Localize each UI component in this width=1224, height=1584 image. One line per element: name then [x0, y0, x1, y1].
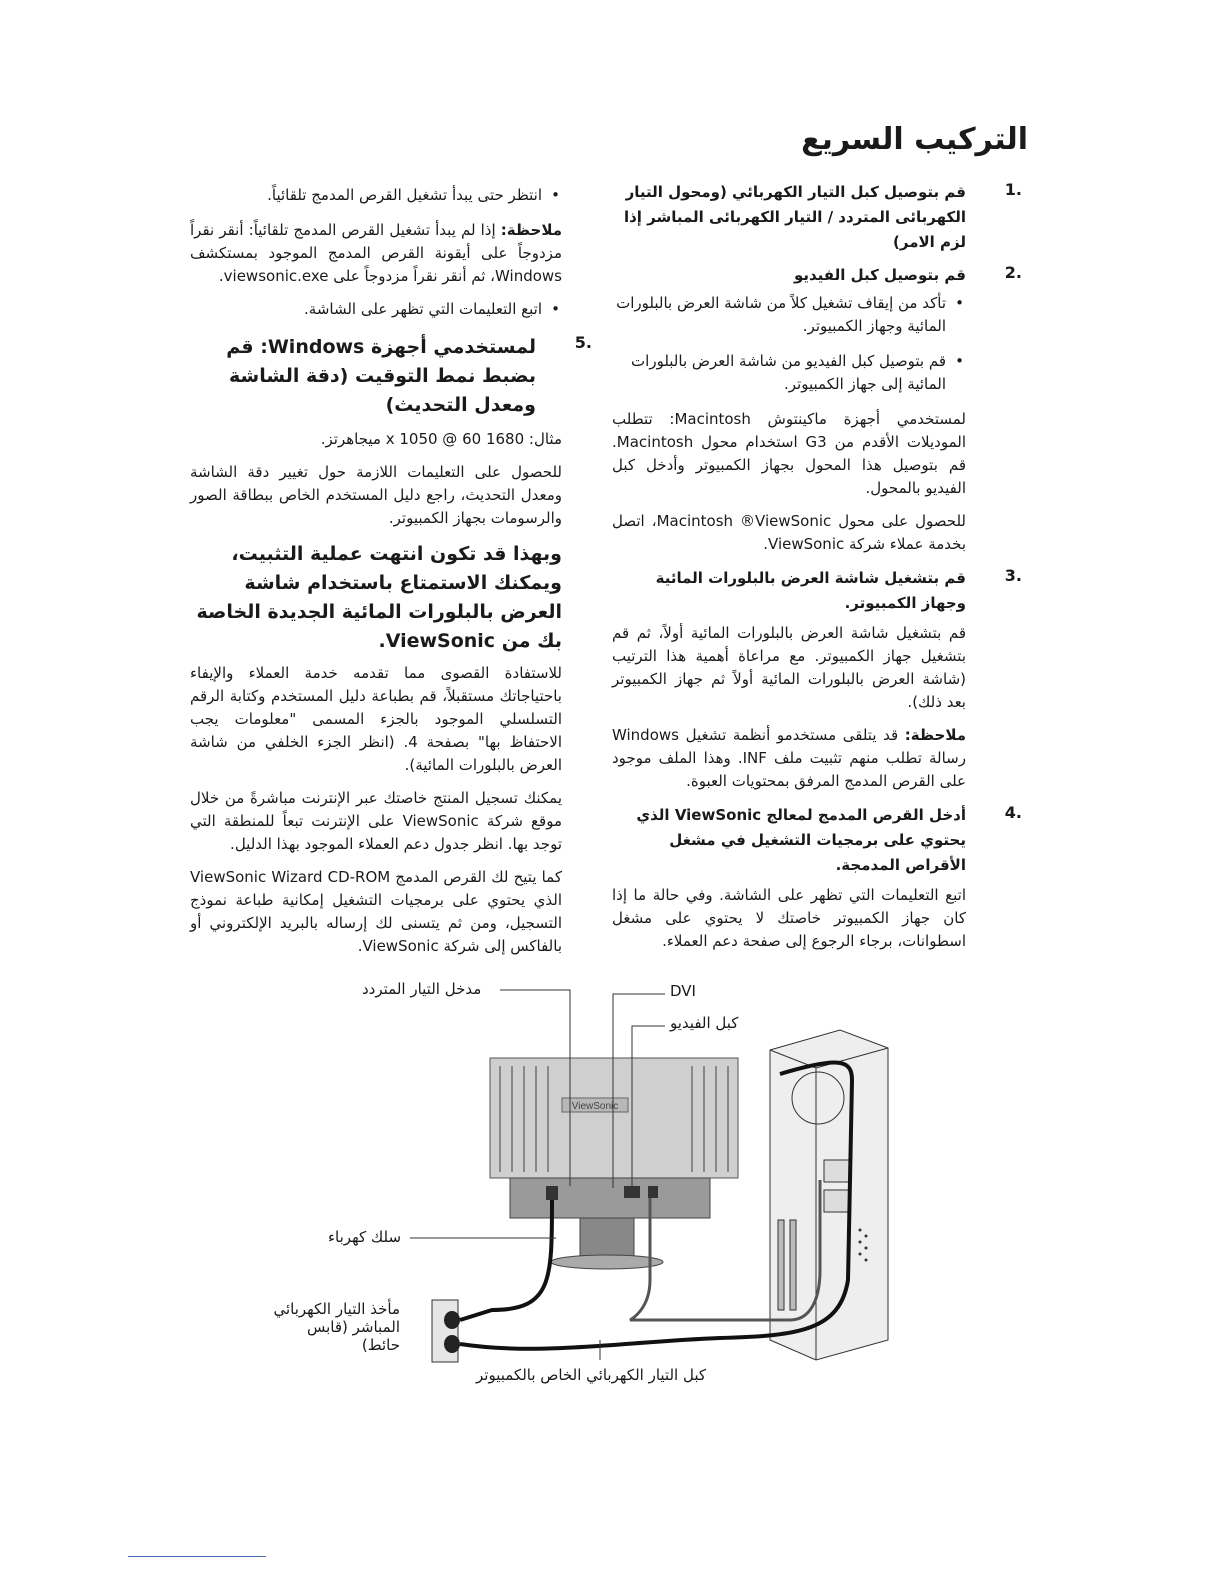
step-number: 1. — [1004, 180, 1022, 199]
connection-diagram — [273, 980, 1000, 1400]
monitor-back-icon — [490, 1058, 738, 1178]
ac-port-icon — [546, 1186, 558, 1200]
paragraph: اتبع التعليمات التي تظهر على الشاشة. وفي حالة ما إذا كان جهاز الكمبيوتر خاصتك لا يحتوي على مشغل اسطوانات، برجاء الرجوع إلى صفحة دعم العملاء. — [612, 886, 966, 950]
label-power-wire: سلك كهرباء — [328, 1228, 402, 1246]
example: مثال: 1680 x 1050 @ 60 ميجاهرتز. — [320, 430, 562, 448]
diagram-illustration — [300, 980, 1000, 1400]
label-ac-input: مدخل التيار المتردد — [362, 980, 482, 998]
monitor-stand-icon — [580, 1218, 634, 1258]
step-heading: قم بتوصيل كبل الفيديو — [793, 266, 966, 284]
step-number: 4. — [1004, 803, 1022, 822]
bullet-item: • انتظر حتى يبدأ تشغيل القرص المدمج تلقائياً. — [190, 184, 562, 207]
step-heading: قم بتوصيل كبل التيار الكهربائي (ومحول التيار الكهربائى المتردد / التيار الكهربائى المباشر إذا لزم الامر) — [623, 183, 966, 251]
page-title: التركيب السريع — [801, 122, 1028, 157]
label-wall-outlet: مأخذ التيار الكهربائي المباشر (قابس حائط) — [273, 1300, 400, 1354]
bullet-item: • قم بتوصيل كبل الفيديو من شاشة العرض بالبلورات المائية إلى جهاز الكمبيوتر. — [612, 350, 966, 396]
paragraph: للحصول على التعليمات اللازمة حول تغيير دقة الشاشة ومعدل التحديث، راجع دليل المستخدم الخاص ببطاقة الصور والرسومات بجهاز الكمبيوتر. — [190, 463, 562, 527]
bullet-item: • اتبع التعليمات التي تظهر على الشاشة. — [190, 298, 562, 321]
step-number: 2. — [1004, 263, 1022, 282]
step-heading: قم بتشغيل شاشة العرض بالبلورات المائية وجهاز الكمبيوتر. — [655, 569, 966, 612]
step-2 — [612, 263, 1022, 556]
step-1 — [612, 180, 1022, 255]
left-column — [190, 180, 592, 968]
step-4 — [612, 803, 1022, 953]
brand-text: ViewSonic — [571, 1101, 619, 1112]
paragraph: للاستفادة القصوى مما تقدمه خدمة العملاء والإيفاء باحتياجاتك مستقبلاً، قم بطباعة دليل المستخدم وكتابة الرقم التسلسلي الموجود بالجزء المسمى "معلومات يجب الاحتفاظ بها" بصفحة 4. (انظر الجزء الخلفي من شاشة العرض بالبلورات المائية). — [190, 664, 562, 774]
bullet-item: • تأكد من إيقاف تشغيل كلاً من شاشة العرض بالبلورات المائية وجهاز الكمبيوتر. — [612, 292, 966, 338]
label-pc-power-cable: كبل التيار الكهربائي الخاص بالكمبيوتر — [476, 1366, 706, 1384]
step-3 — [612, 566, 1022, 793]
step-heading: أدخل القرص المدمج لمعالج ViewSonic الذي يحتوي على برمجيات التشغيل في مشغل الأقراص المدمجة. — [636, 806, 966, 874]
step-heading: لمستخدمي أجهزة Windows: قم بضبط نمط التوقيت (دقة الشاشة ومعدل التحديث) — [226, 336, 536, 416]
note-text: إذا لم يبدأ تشغيل القرص المدمج تلقائياً: أنقر نقراً مزدوجاً على أيقونة القرص المدمج الموجود بمستكشف Windows، ثم أنقر نقراً مزدوجاً على viewsonic.exe. — [190, 221, 562, 285]
note-label: ملاحظة: — [500, 221, 562, 239]
paragraph: للحصول على محول Macintosh ®ViewSonic، اتصل بخدمة عملاء شركة ViewSonic. — [612, 512, 966, 553]
footnote-rule — [128, 1556, 266, 1557]
paragraph: كما يتيح لك القرص المدمج ViewSonic Wizard CD-ROM الذي يحتوي على برمجيات التشغيل إمكانية طباعة نموذج التسجيل، ومن ثم يتسنى لك إرساله بالبريد الإلكتروني أو بالفاكس إلى شركة ViewSonic. — [190, 868, 562, 955]
step-number: 3. — [1004, 566, 1022, 585]
wall-outlet-icon — [432, 1300, 458, 1362]
note — [612, 724, 966, 793]
paragraph: لمستخدمي أجهزة ماكينتوش Macintosh: تتطلب الموديلات الأقدم من G3 استخدام محول Macintosh. قم بتوصيل هذا المحول بجهاز الكمبيوتر وأدخل كبل الفيديو بالمحول. — [612, 410, 967, 497]
step-5 — [190, 333, 592, 420]
bold-paragraph: وبهذا قد تكون انتهت عملية التثبيت، ويمكنك الاستمتاع باستخدام شاشة العرض بالبلورات المائية الجديدة الخاصة بك من ViewSonic. — [196, 543, 562, 652]
note — [190, 219, 562, 288]
paragraph: يمكنك تسجيل المنتج خاصتك عبر الإنترنت مباشرةً من خلال موقع شركة ViewSonic على الإنترنت تبعاً للمنطقة التي توجد بها. انظر جدول دعم العملاء الموجود بهذا الدليل. — [190, 789, 562, 853]
note-label: ملاحظة: — [904, 726, 966, 744]
label-dvi: DVI — [670, 982, 696, 1000]
step-number: 5. — [574, 333, 592, 352]
note-text: قد يتلقى مستخدمو أنظمة تشغيل Windows رسالة تطلب منهم تثبيت ملف INF. وهذا الملف موجود على القرص المدمج المرفق بمحتويات العبوة. — [612, 726, 966, 790]
right-column — [612, 180, 1022, 963]
label-video-cable: كبل الفيديو — [670, 1014, 739, 1032]
paragraph: قم بتشغيل شاشة العرض بالبلورات المائية أولاً، ثم قم بتشغيل جهاز الكمبيوتر. مع مراعاة أهمية هذا الترتيب (شاشة العرض بالبلورات المائية أولاً ثم جهاز الكمبيوتر بعد ذلك). — [612, 624, 966, 711]
